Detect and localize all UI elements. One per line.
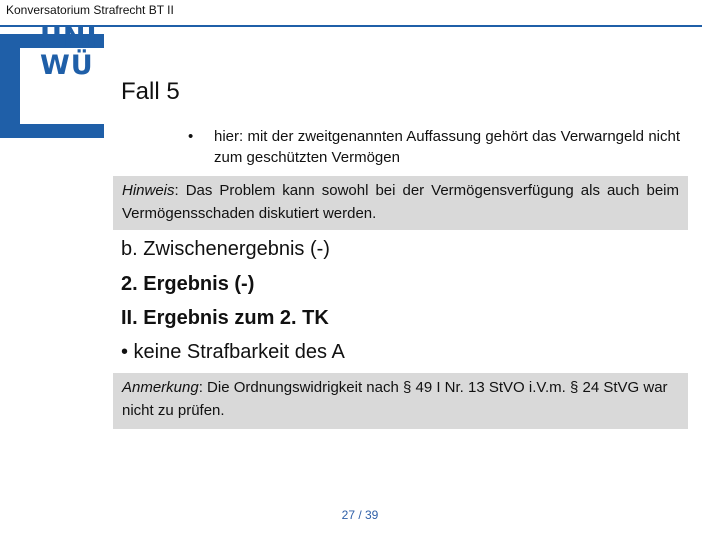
logo-text-line-1: UNI <box>40 22 98 53</box>
interim-result-line: b. Zwischenergebnis (-) <box>121 238 330 260</box>
result-tk-line: II. Ergebnis zum 2. TK <box>121 307 329 329</box>
logo-text-line-2: WÜ <box>40 50 94 81</box>
page-number: 27 / 39 <box>341 508 379 522</box>
hint-label: Hinweis <box>122 182 175 199</box>
slide-title: Fall 5 <box>121 78 180 105</box>
note-text: : Die Ordnungswidrigkeit nach § 49 I Nr. 13 StVO i.V.m. § 24 StVG war nicht zu prüfen. <box>122 379 668 419</box>
note-label: Anmerkung <box>122 379 199 396</box>
result-line: 2. Ergebnis (-) <box>121 273 255 295</box>
course-title: Konversatorium Strafrecht BT II <box>6 3 174 17</box>
header-divider <box>0 25 702 27</box>
hint-text: : Das Problem kann sowohl bei der Vermögensverfügung als auch beim Vermögensschaden diskutiert werden. <box>122 182 679 222</box>
hint-box <box>113 176 688 230</box>
bullet-text: hier: mit der zweitgenannten Auffassung gehört das Verwarngeld nicht zum geschützten Vermögen <box>214 128 680 166</box>
bullet-item <box>188 126 680 168</box>
bullet-marker: • <box>188 128 194 145</box>
note-box <box>113 373 688 429</box>
conclusion-bullet: • keine Strafbarkeit des A <box>121 341 345 363</box>
